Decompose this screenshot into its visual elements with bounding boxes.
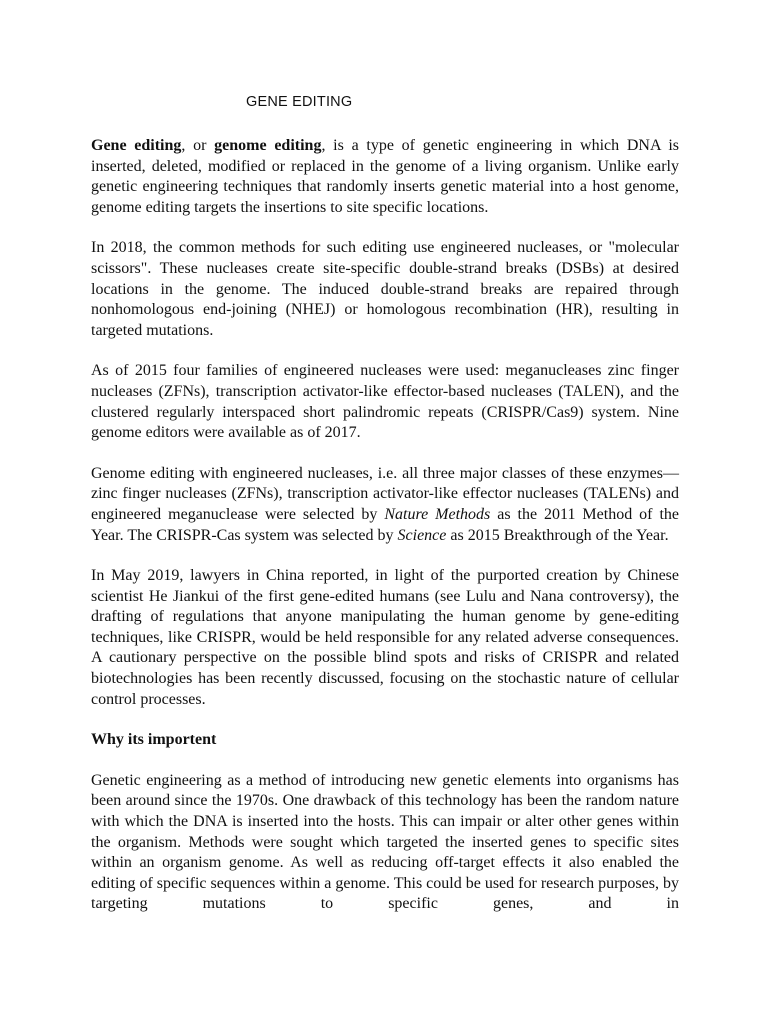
paragraph-why-important: Genetic engineering as a method of introducing new genetic elements into organisms has been around since the 1970s. One drawback of this technology has been the random nature with which the DNA is inserted into the hosts. This can impair or alter other genes within the organism. Methods were sought which targeted the inserted genes to specific sites within an organism genome. As well as reducing off-target effects it also enabled the editing of specific sequences within a genome. This could be used for research purposes, by targeting mutations to specific genes, and in [91, 771, 679, 913]
journal-science: Science [397, 526, 447, 544]
document-body [91, 136, 679, 935]
method-year-text-3: as 2015 Breakthrough of the Year. [446, 526, 669, 544]
term-gene-editing: Gene editing [91, 137, 182, 154]
section-heading: Why its importent [91, 731, 217, 749]
intro-text: , is a type of genetic engineering in which DNA is inserted, deleted, modified or replaced in the genome of a living organism. Unlike early genetic engineering techniques that randomly inserts genetic material into a host genome, genome editing targets the insertions to site specific locations. [91, 137, 680, 216]
method-year-text-2: as the 2011 Method of the Year. The CRISPR-Cas system was selected by [91, 505, 680, 544]
paragraph-method-of-year [91, 464, 679, 546]
journal-nature-methods: Nature Methods [384, 505, 491, 523]
page-title: GENE EDITING [246, 94, 353, 110]
method-year-text-1: Genome editing with engineered nucleases, i.e. all three major classes of these enzymes—zinc finger nucleases (ZFNs), transcription activator-like effector nucleases (TALENs) and engineered meganuclease were selected by [91, 464, 679, 523]
paragraph-methods-2018: In 2018, the common methods for such editing use engineered nucleases, or "molecular scissors". These nucleases create site-specific double-strand breaks (DSBs) at desired locations in the genome. The induced double-strand breaks are repaired through nonhomologous end-joining (NHEJ) or homologous recombination (HR), resulting in targeted mutations. [91, 239, 679, 339]
paragraph-intro [91, 136, 679, 218]
paragraph-nuclease-families: As of 2015 four families of engineered nucleases were used: meganucleases zinc finger nucleases (ZFNs), transcription activator-like effector-based nucleases (TALEN), and the clustered regularly interspaced short palindromic repeats (CRISPR/Cas9) system. Nine genome editors were available as of 2017. [91, 362, 679, 442]
intro-separator: , or [181, 137, 215, 154]
paragraph-china-regulations: In May 2019, lawyers in China reported, in light of the purported creation by Chinese scientist He Jiankui of the first gene-edited humans (see Lulu and Nana controversy), the drafting of regulations that anyone manipulating the human genome by gene-editing techniques, like CRISPR, would be held responsible for any related adverse consequences. A cautionary perspective on the possible blind spots and risks of CRISPR and related biotechnologies has been recently discussed, focusing on the stochastic nature of cellular control processes. [91, 567, 679, 708]
term-genome-editing: genome editing [214, 137, 322, 154]
